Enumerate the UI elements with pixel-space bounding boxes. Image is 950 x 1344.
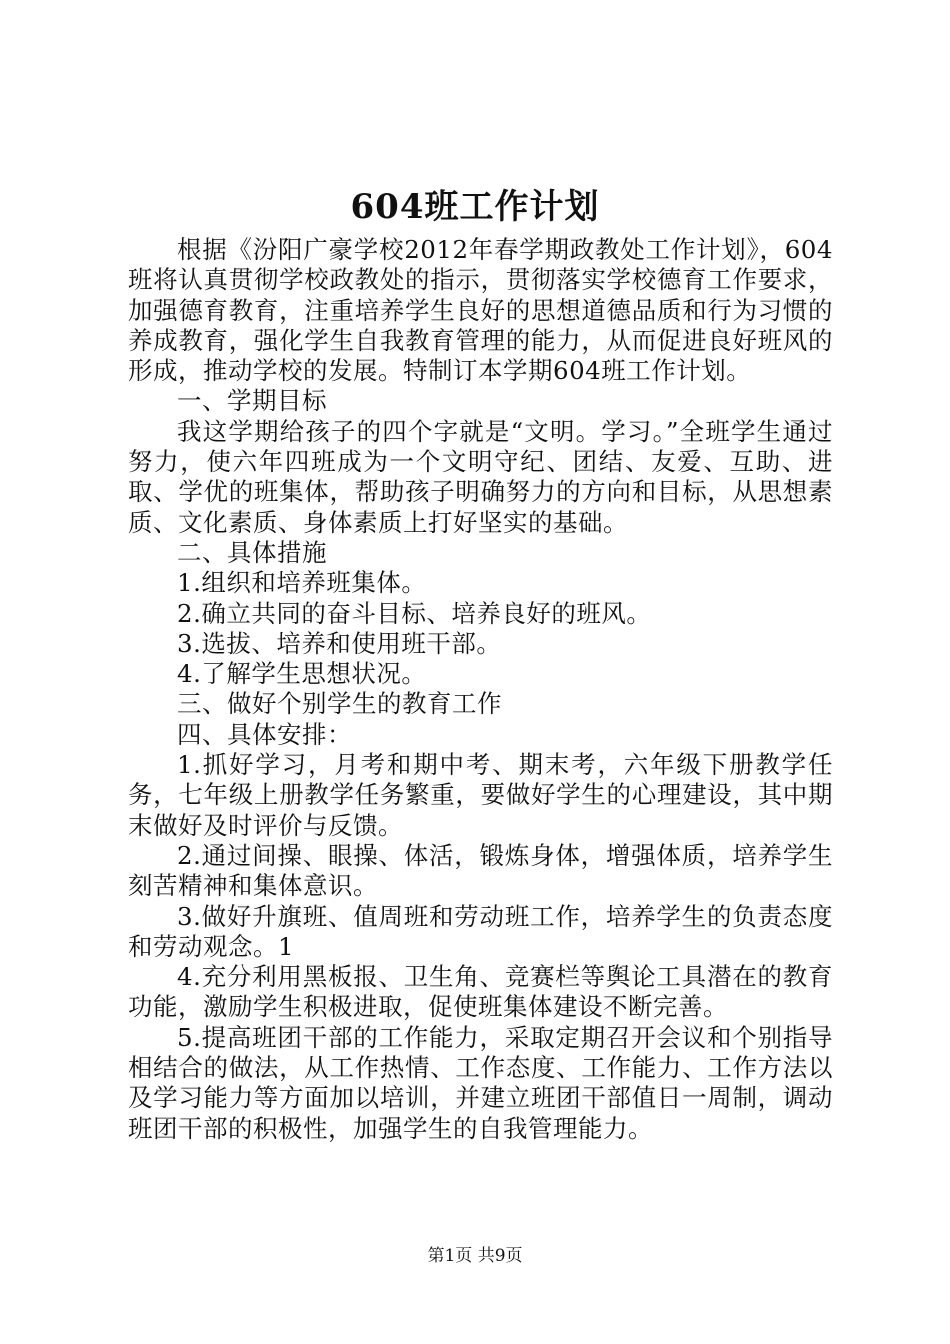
measure-item-1: 1.组织和培养班集体。	[177, 568, 427, 598]
arrangement-item-1: 1.抓好学习，月考和期中考、期末考，六年级下册教学任务，七年级上册教学任务繁重，要做好学生的心理建设，其中期末做好及时评价与反馈。	[128, 750, 833, 840]
arrangement-item-2: 2.通过间操、眼操、体活，锻炼身体，增强体质，培养学生刻苦精神和集体意识。	[128, 840, 833, 901]
heading-measures: 二、具体措施	[177, 537, 327, 567]
heading-semester-goal: 一、学期目标	[177, 386, 327, 416]
paragraph-intro: 根据《汾阳广豪学校2012年春学期政教处工作计划》，604班将认真贯彻学校政教处的指示，贯彻落实学校德育工作要求，加强德育教育，注重培养学生良好的思想道德品质和行为习惯的养成教育，强化学生自我教育管理的能力，从而促进良好班风的形成，推动学校的发展。特制订本学期604班工作计划。	[128, 235, 833, 386]
page-footer: 第1页 共9页	[427, 1246, 523, 1266]
arrangement-item-5: 5.提高班团干部的工作能力，采取定期召开会议和个别指导相结合的做法，从工作热情、工作态度、工作能力、工作方法以及学习能力等方面加以培训，并建立班团干部值日一周制，调动班团干部的积极性，加强学生的自我管理能力。	[128, 1022, 833, 1143]
heading-arrangements: 四、具体安排：	[177, 719, 352, 749]
arrangement-item-3: 3.做好升旗班、值周班和劳动班工作，培养学生的负责态度和劳动观念。1	[128, 901, 833, 961]
heading-individual-education: 三、做好个别学生的教育工作	[177, 689, 502, 719]
arrangement-item-4: 4.充分利用黑板报、卫生角、竞赛栏等舆论工具潜在的教育功能，激励学生积极进取，促使班集体建设不断完善。	[128, 962, 833, 1022]
document-body	[128, 235, 833, 1144]
measure-item-3: 3.选拔、培养和使用班干部。	[177, 628, 502, 658]
measure-item-2: 2.确立共同的奋斗目标、培养良好的班风。	[177, 598, 652, 628]
paragraph-goal: 我这学期给孩子的四个字就是“文明。学习。”全班学生通过努力，使六年四班成为一个文明守纪、团结、友爱、互助、进取、学优的班集体，帮助孩子明确努力的方向和目标，从思想素质、文化素质、身体素质上打好坚实的基础。	[128, 416, 833, 537]
measure-item-4: 4.了解学生思想状况。	[177, 659, 427, 689]
document-title: 604班工作计划	[350, 187, 600, 227]
